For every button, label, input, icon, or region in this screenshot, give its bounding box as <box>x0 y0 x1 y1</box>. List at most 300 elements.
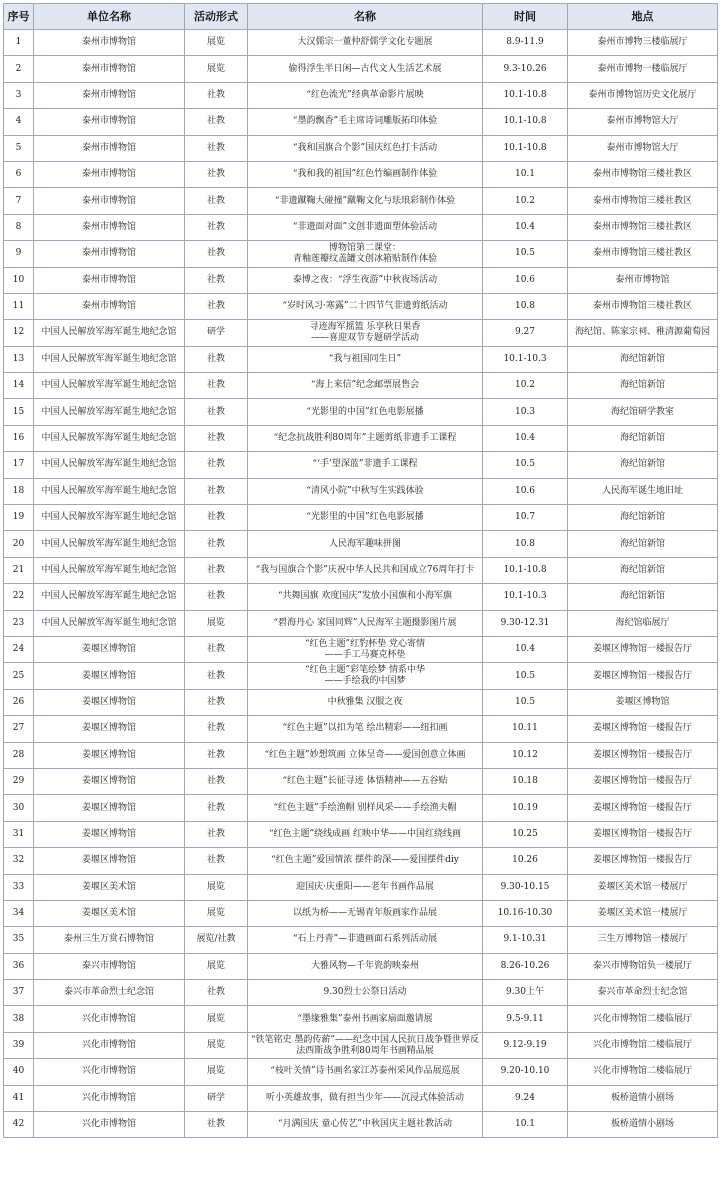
cell-org: 兴化市博物馆 <box>34 1112 185 1138</box>
cell-time: 10.5 <box>483 241 568 267</box>
cell-org: 泰兴市博物馆 <box>34 953 185 979</box>
cell-index: 42 <box>4 1112 34 1138</box>
col-header-place: 地点 <box>568 4 718 30</box>
cell-time: 9.5-9.11 <box>483 1006 568 1032</box>
cell-org: 泰州市博物馆 <box>34 188 185 214</box>
cell-place: 泰兴市博物馆负一楼展厅 <box>568 953 718 979</box>
cell-time: 10.1 <box>483 1112 568 1138</box>
table-row <box>4 30 718 56</box>
cell-place: 姜堰区博物馆一楼报告厅 <box>568 716 718 742</box>
cell-form: 社教 <box>185 768 248 794</box>
table-row <box>4 82 718 108</box>
cell-time: 10.1-10.8 <box>483 109 568 135</box>
cell-index: 11 <box>4 293 34 319</box>
cell-form: 展览 <box>185 953 248 979</box>
table-row <box>4 716 718 742</box>
table-row <box>4 399 718 425</box>
cell-org: 中国人民解放军海军诞生地纪念馆 <box>34 610 185 636</box>
cell-time: 10.16-10.30 <box>483 900 568 926</box>
col-header-org: 单位名称 <box>34 4 185 30</box>
table-row <box>4 109 718 135</box>
cell-activity-name: “红色主题”红豹杯垫 党心寄情 ——手工马赛克杯垫 <box>248 636 483 662</box>
cell-activity-name: “墨缘雅集”泰州书画家扇面邀请展 <box>248 1006 483 1032</box>
cell-form: 社教 <box>185 241 248 267</box>
cell-activity-name: “非遗蹴鞠大碰撞”蹴鞠文化与珐琅彩制作体验 <box>248 188 483 214</box>
cell-form: 社教 <box>185 848 248 874</box>
cell-index: 8 <box>4 214 34 240</box>
cell-form: 展览 <box>185 874 248 900</box>
cell-activity-name: “非遗面对面”文创非遗面塑体验活动 <box>248 214 483 240</box>
cell-index: 30 <box>4 795 34 821</box>
cell-index: 18 <box>4 478 34 504</box>
cell-form: 研学 <box>185 320 248 346</box>
cell-place: 泰州市博物馆三楼社教区 <box>568 293 718 319</box>
cell-place: 海纪馆临展厅 <box>568 610 718 636</box>
cell-time: 10.6 <box>483 478 568 504</box>
cell-form: 展览 <box>185 1059 248 1085</box>
cell-place: 姜堰区博物馆一楼报告厅 <box>568 821 718 847</box>
cell-time: 9.27 <box>483 320 568 346</box>
cell-place: 姜堰区博物馆一楼报告厅 <box>568 636 718 662</box>
cell-form: 展览 <box>185 56 248 82</box>
cell-time: 10.12 <box>483 742 568 768</box>
cell-index: 39 <box>4 1032 34 1058</box>
cell-form: 社教 <box>185 293 248 319</box>
cell-form: 社教 <box>185 399 248 425</box>
cell-time: 10.2 <box>483 373 568 399</box>
cell-activity-name: “石上丹青”—非遗画面石系列活动展 <box>248 927 483 953</box>
cell-time: 10.26 <box>483 848 568 874</box>
table-row <box>4 584 718 610</box>
cell-place: 海纪馆新馆 <box>568 557 718 583</box>
cell-place: 海纪馆研学教室 <box>568 399 718 425</box>
cell-place: 海纪馆新馆 <box>568 346 718 372</box>
cell-form: 研学 <box>185 1085 248 1111</box>
table-row <box>4 425 718 451</box>
cell-org: 泰州市博物馆 <box>34 241 185 267</box>
cell-place: 泰州市博物馆三楼社教区 <box>568 161 718 187</box>
cell-place: 海纪馆新馆 <box>568 452 718 478</box>
cell-activity-name: “我与国旗合个影”庆祝中华人民共和国成立76周年打卡 <box>248 557 483 583</box>
cell-activity-name: 偷得浮生半日闲—古代文人生活艺术展 <box>248 56 483 82</box>
table-row <box>4 161 718 187</box>
table-row <box>4 293 718 319</box>
cell-form: 展览 <box>185 610 248 636</box>
cell-time: 10.1-10.3 <box>483 346 568 372</box>
cell-index: 15 <box>4 399 34 425</box>
cell-time: 10.1-10.8 <box>483 135 568 161</box>
cell-index: 28 <box>4 742 34 768</box>
cell-activity-name: “红色主题”彩笔绘梦 情系中华 ——手绘我的中国梦 <box>248 663 483 689</box>
cell-place: 泰州市博物馆大厅 <box>568 135 718 161</box>
table-row <box>4 478 718 504</box>
cell-form: 社教 <box>185 373 248 399</box>
cell-index: 40 <box>4 1059 34 1085</box>
cell-index: 34 <box>4 900 34 926</box>
cell-activity-name: “共舞国旗 欢度国庆”发放小国旗和小海军旗 <box>248 584 483 610</box>
cell-place: 兴化市博物馆二楼临展厅 <box>568 1032 718 1058</box>
cell-time: 10.5 <box>483 689 568 715</box>
cell-org: 兴化市博物馆 <box>34 1059 185 1085</box>
cell-activity-name: “光影里的中国”红色电影展播 <box>248 399 483 425</box>
cell-form: 社教 <box>185 980 248 1006</box>
cell-index: 27 <box>4 716 34 742</box>
cell-activity-name: “岁时风习·寒露”二十四节气非遗剪纸活动 <box>248 293 483 319</box>
cell-activity-name: “光影里的中国”红色电影展播 <box>248 505 483 531</box>
table-row <box>4 531 718 557</box>
cell-place: 姜堰区美术馆一楼展厅 <box>568 874 718 900</box>
cell-place: 泰州市博物馆三楼社教区 <box>568 214 718 240</box>
cell-org: 中国人民解放军海军诞生地纪念馆 <box>34 452 185 478</box>
cell-activity-name: “墨韵飘香”毛主席诗词雕版拓印体验 <box>248 109 483 135</box>
cell-activity-name: “‘手’望深蓝”非遗手工课程 <box>248 452 483 478</box>
cell-org: 泰州市博物馆 <box>34 267 185 293</box>
cell-index: 37 <box>4 980 34 1006</box>
cell-form: 社教 <box>185 557 248 583</box>
cell-activity-name: “红色主题”长征寻迹 体悟精神——五谷贴 <box>248 768 483 794</box>
cell-index: 19 <box>4 505 34 531</box>
cell-place: 海纪馆新馆 <box>568 531 718 557</box>
cell-index: 41 <box>4 1085 34 1111</box>
cell-index: 29 <box>4 768 34 794</box>
table-row <box>4 900 718 926</box>
cell-time: 10.4 <box>483 425 568 451</box>
cell-index: 20 <box>4 531 34 557</box>
cell-org: 中国人民解放军海军诞生地纪念馆 <box>34 399 185 425</box>
table-row <box>4 874 718 900</box>
cell-org: 姜堰区博物馆 <box>34 848 185 874</box>
cell-org: 泰州三生万赏石博物馆 <box>34 927 185 953</box>
cell-form: 社教 <box>185 636 248 662</box>
table-row <box>4 214 718 240</box>
cell-form: 展览 <box>185 1032 248 1058</box>
cell-index: 1 <box>4 30 34 56</box>
cell-index: 25 <box>4 663 34 689</box>
cell-org: 泰州市博物馆 <box>34 293 185 319</box>
cell-activity-name: “红色主题”绕线成画 红映中华——中国红绕线画 <box>248 821 483 847</box>
table-row <box>4 373 718 399</box>
table-row <box>4 320 718 346</box>
table-row <box>4 1032 718 1058</box>
cell-index: 9 <box>4 241 34 267</box>
cell-time: 10.25 <box>483 821 568 847</box>
cell-org: 姜堰区博物馆 <box>34 742 185 768</box>
cell-activity-name: 以纸为桥——无锡青年版画家作品展 <box>248 900 483 926</box>
table-row <box>4 557 718 583</box>
cell-time: 9.1-10.31 <box>483 927 568 953</box>
cell-time: 10.4 <box>483 214 568 240</box>
cell-time: 9.12-9.19 <box>483 1032 568 1058</box>
cell-org: 中国人民解放军海军诞生地纪念馆 <box>34 373 185 399</box>
cell-index: 13 <box>4 346 34 372</box>
cell-index: 12 <box>4 320 34 346</box>
cell-form: 社教 <box>185 531 248 557</box>
table-row <box>4 795 718 821</box>
cell-place: 海纪馆新馆 <box>568 373 718 399</box>
cell-time: 10.1-10.8 <box>483 557 568 583</box>
cell-form: 社教 <box>185 795 248 821</box>
table-row <box>4 927 718 953</box>
table-row <box>4 241 718 267</box>
cell-form: 社教 <box>185 214 248 240</box>
cell-org: 兴化市博物馆 <box>34 1006 185 1032</box>
cell-org: 泰州市博物馆 <box>34 161 185 187</box>
cell-org: 中国人民解放军海军诞生地纪念馆 <box>34 557 185 583</box>
table-row <box>4 267 718 293</box>
cell-org: 泰州市博物馆 <box>34 30 185 56</box>
cell-index: 23 <box>4 610 34 636</box>
cell-place: 泰州市博物馆 <box>568 267 718 293</box>
cell-form: 社教 <box>185 346 248 372</box>
cell-time: 9.30上午 <box>483 980 568 1006</box>
cell-activity-name: 大雅风物—千年瓷韵映泰州 <box>248 953 483 979</box>
cell-time: 10.7 <box>483 505 568 531</box>
cell-time: 10.5 <box>483 663 568 689</box>
cell-time: 10.5 <box>483 452 568 478</box>
cell-activity-name: “铁笔铭史 墨韵传薪”——纪念中国人民抗日战争暨世界反法西斯战争胜利80周年书画精品展 <box>248 1032 483 1058</box>
cell-activity-name: 迎国庆·庆重阳——老年书画作品展 <box>248 874 483 900</box>
cell-time: 10.3 <box>483 399 568 425</box>
activity-table <box>3 3 718 1138</box>
cell-place: 姜堰区博物馆一楼报告厅 <box>568 848 718 874</box>
table-row <box>4 505 718 531</box>
cell-place: 兴化市博物馆二楼临展厅 <box>568 1059 718 1085</box>
cell-index: 22 <box>4 584 34 610</box>
table-row <box>4 742 718 768</box>
cell-org: 中国人民解放军海军诞生地纪念馆 <box>34 478 185 504</box>
cell-index: 35 <box>4 927 34 953</box>
cell-activity-name: “我和我的祖国”红色竹编画制作体验 <box>248 161 483 187</box>
table-row <box>4 135 718 161</box>
cell-org: 泰州市博物馆 <box>34 135 185 161</box>
cell-form: 社教 <box>185 267 248 293</box>
cell-activity-name: 人民海军趣味拼图 <box>248 531 483 557</box>
table-row <box>4 636 718 662</box>
cell-form: 社教 <box>185 1112 248 1138</box>
cell-index: 16 <box>4 425 34 451</box>
cell-org: 中国人民解放军海军诞生地纪念馆 <box>34 584 185 610</box>
cell-time: 10.19 <box>483 795 568 821</box>
table-row <box>4 188 718 214</box>
table-row <box>4 953 718 979</box>
cell-place: 泰州市博物馆大厅 <box>568 109 718 135</box>
cell-activity-name: “清风小院”中秋写生实践体验 <box>248 478 483 504</box>
table-row <box>4 1006 718 1032</box>
cell-org: 中国人民解放军海军诞生地纪念馆 <box>34 425 185 451</box>
cell-org: 泰州市博物馆 <box>34 214 185 240</box>
cell-time: 10.8 <box>483 293 568 319</box>
cell-index: 14 <box>4 373 34 399</box>
cell-org: 姜堰区博物馆 <box>34 821 185 847</box>
cell-place: 姜堰区博物馆一楼报告厅 <box>568 768 718 794</box>
cell-form: 展览 <box>185 30 248 56</box>
table-row <box>4 663 718 689</box>
cell-activity-name: 中秋雅集 汉服之夜 <box>248 689 483 715</box>
col-header-time: 时间 <box>483 4 568 30</box>
cell-index: 31 <box>4 821 34 847</box>
cell-place: 板桥道情小剧场 <box>568 1112 718 1138</box>
cell-form: 社教 <box>185 584 248 610</box>
cell-activity-name: “红色主题”以扣为笔 绘出精彩——纽扣画 <box>248 716 483 742</box>
table-row <box>4 980 718 1006</box>
schedule-sheet <box>3 3 718 1138</box>
cell-time: 8.26-10.26 <box>483 953 568 979</box>
cell-activity-name: “红色流光”经典革命影片展映 <box>248 82 483 108</box>
cell-form: 社教 <box>185 82 248 108</box>
cell-index: 5 <box>4 135 34 161</box>
cell-index: 24 <box>4 636 34 662</box>
cell-org: 泰州市博物馆 <box>34 56 185 82</box>
cell-form: 展览/社教 <box>185 927 248 953</box>
cell-place: 海纪馆、陈家宗祠、稚清源葡萄园 <box>568 320 718 346</box>
table-row <box>4 1085 718 1111</box>
cell-time: 10.4 <box>483 636 568 662</box>
cell-time: 10.18 <box>483 768 568 794</box>
cell-place: 泰兴市革命烈士纪念馆 <box>568 980 718 1006</box>
cell-form: 社教 <box>185 109 248 135</box>
cell-org: 姜堰区美术馆 <box>34 900 185 926</box>
cell-org: 姜堰区博物馆 <box>34 663 185 689</box>
table-row <box>4 1112 718 1138</box>
table-row <box>4 346 718 372</box>
cell-place: 姜堰区博物馆一楼报告厅 <box>568 742 718 768</box>
table-row <box>4 689 718 715</box>
cell-place: 姜堰区美术馆一楼展厅 <box>568 900 718 926</box>
cell-org: 泰州市博物馆 <box>34 82 185 108</box>
cell-index: 4 <box>4 109 34 135</box>
cell-place: 泰州市博物三楼临展厅 <box>568 30 718 56</box>
cell-activity-name: “碧海丹心 家国同辉”人民海军主题摄影图片展 <box>248 610 483 636</box>
cell-index: 10 <box>4 267 34 293</box>
cell-form: 展览 <box>185 1006 248 1032</box>
cell-time: 10.8 <box>483 531 568 557</box>
cell-org: 姜堰区博物馆 <box>34 795 185 821</box>
table-row <box>4 768 718 794</box>
cell-org: 兴化市博物馆 <box>34 1032 185 1058</box>
cell-time: 9.20-10.10 <box>483 1059 568 1085</box>
cell-index: 26 <box>4 689 34 715</box>
col-header-index: 序号 <box>4 4 34 30</box>
cell-time: 10.2 <box>483 188 568 214</box>
cell-form: 社教 <box>185 452 248 478</box>
cell-activity-name: “枝叶关情”诗书画名家江苏泰州采风作品展巡展 <box>248 1059 483 1085</box>
cell-form: 社教 <box>185 742 248 768</box>
cell-activity-name: “纪念抗战胜利80周年”主题剪纸非遗手工课程 <box>248 425 483 451</box>
cell-activity-name: “海上来信”纪念邮票展售会 <box>248 373 483 399</box>
table-body <box>4 30 718 1138</box>
cell-org: 中国人民解放军海军诞生地纪念馆 <box>34 531 185 557</box>
cell-place: 泰州市博物馆三楼社教区 <box>568 241 718 267</box>
cell-index: 36 <box>4 953 34 979</box>
cell-activity-name: 博物馆第二课堂： 青釉莲瓣纹盖罐文创冰箱贴制作体验 <box>248 241 483 267</box>
cell-org: 泰州市博物馆 <box>34 109 185 135</box>
cell-time: 10.1-10.8 <box>483 82 568 108</box>
cell-org: 姜堰区博物馆 <box>34 716 185 742</box>
cell-form: 社教 <box>185 135 248 161</box>
col-header-name: 名称 <box>248 4 483 30</box>
cell-place: 人民海军诞生地旧址 <box>568 478 718 504</box>
cell-org: 泰兴市革命烈士纪念馆 <box>34 980 185 1006</box>
cell-form: 社教 <box>185 663 248 689</box>
cell-index: 3 <box>4 82 34 108</box>
cell-org: 兴化市博物馆 <box>34 1085 185 1111</box>
cell-org: 姜堰区博物馆 <box>34 636 185 662</box>
table-row <box>4 452 718 478</box>
cell-form: 社教 <box>185 188 248 214</box>
table-row <box>4 848 718 874</box>
cell-time: 10.6 <box>483 267 568 293</box>
col-header-form: 活动形式 <box>185 4 248 30</box>
cell-activity-name: “月满国庆 童心传艺”中秋国庆主题社教活动 <box>248 1112 483 1138</box>
cell-org: 中国人民解放军海军诞生地纪念馆 <box>34 346 185 372</box>
cell-activity-name: “红色主题”手绘渔帽 别样风采——手绘渔夫帽 <box>248 795 483 821</box>
cell-activity-name: 大汉儒宗一董仲舒儒学文化专题展 <box>248 30 483 56</box>
cell-place: 海纪馆新馆 <box>568 505 718 531</box>
cell-form: 展览 <box>185 900 248 926</box>
cell-activity-name: 9.30烈士公祭日活动 <box>248 980 483 1006</box>
table-row <box>4 1059 718 1085</box>
cell-activity-name: “红色主题”爱国情浓 摆件韵深——爱国摆件diy <box>248 848 483 874</box>
cell-activity-name: “我与祖国同生日” <box>248 346 483 372</box>
cell-form: 社教 <box>185 161 248 187</box>
cell-place: 泰州市博物馆历史文化展厅 <box>568 82 718 108</box>
cell-activity-name: 泰博之夜：“浮生夜游”中秋夜场活动 <box>248 267 483 293</box>
cell-time: 9.30-12.31 <box>483 610 568 636</box>
cell-time: 10.11 <box>483 716 568 742</box>
cell-activity-name: 听小英雄故事，做有担当少年——沉浸式体验活动 <box>248 1085 483 1111</box>
cell-place: 泰州市博物一楼临展厅 <box>568 56 718 82</box>
cell-form: 社教 <box>185 478 248 504</box>
cell-org: 姜堰区博物馆 <box>34 768 185 794</box>
cell-place: 姜堰区博物馆一楼报告厅 <box>568 795 718 821</box>
table-row <box>4 56 718 82</box>
cell-index: 2 <box>4 56 34 82</box>
cell-activity-name: “我和国旗合个影”国庆红色打卡活动 <box>248 135 483 161</box>
cell-index: 33 <box>4 874 34 900</box>
table-header-row <box>4 4 718 30</box>
cell-activity-name: 寻迹海军摇篮 乐享秋日果香 ——喜迎双节专题研学活动 <box>248 320 483 346</box>
cell-activity-name: “红色主题”妙想筑画 立体呈奇——爱国创意立体画 <box>248 742 483 768</box>
cell-place: 三生万博物馆一楼展厅 <box>568 927 718 953</box>
cell-form: 社教 <box>185 505 248 531</box>
cell-org: 姜堰区美术馆 <box>34 874 185 900</box>
cell-form: 社教 <box>185 689 248 715</box>
cell-index: 17 <box>4 452 34 478</box>
cell-time: 9.24 <box>483 1085 568 1111</box>
cell-time: 8.9-11.9 <box>483 30 568 56</box>
cell-index: 21 <box>4 557 34 583</box>
cell-time: 10.1-10.3 <box>483 584 568 610</box>
cell-place: 姜堰区博物馆 <box>568 689 718 715</box>
cell-form: 社教 <box>185 716 248 742</box>
cell-place: 海纪馆新馆 <box>568 425 718 451</box>
cell-index: 6 <box>4 161 34 187</box>
cell-time: 9.3-10.26 <box>483 56 568 82</box>
cell-place: 泰州市博物馆三楼社教区 <box>568 188 718 214</box>
cell-org: 中国人民解放军海军诞生地纪念馆 <box>34 505 185 531</box>
cell-place: 兴化市博物馆二楼临展厅 <box>568 1006 718 1032</box>
cell-time: 9.30-10.15 <box>483 874 568 900</box>
cell-form: 社教 <box>185 425 248 451</box>
table-row <box>4 821 718 847</box>
cell-index: 38 <box>4 1006 34 1032</box>
cell-place: 海纪馆新馆 <box>568 584 718 610</box>
cell-form: 社教 <box>185 821 248 847</box>
cell-org: 姜堰区博物馆 <box>34 689 185 715</box>
cell-index: 7 <box>4 188 34 214</box>
cell-place: 板桥道情小剧场 <box>568 1085 718 1111</box>
cell-index: 32 <box>4 848 34 874</box>
